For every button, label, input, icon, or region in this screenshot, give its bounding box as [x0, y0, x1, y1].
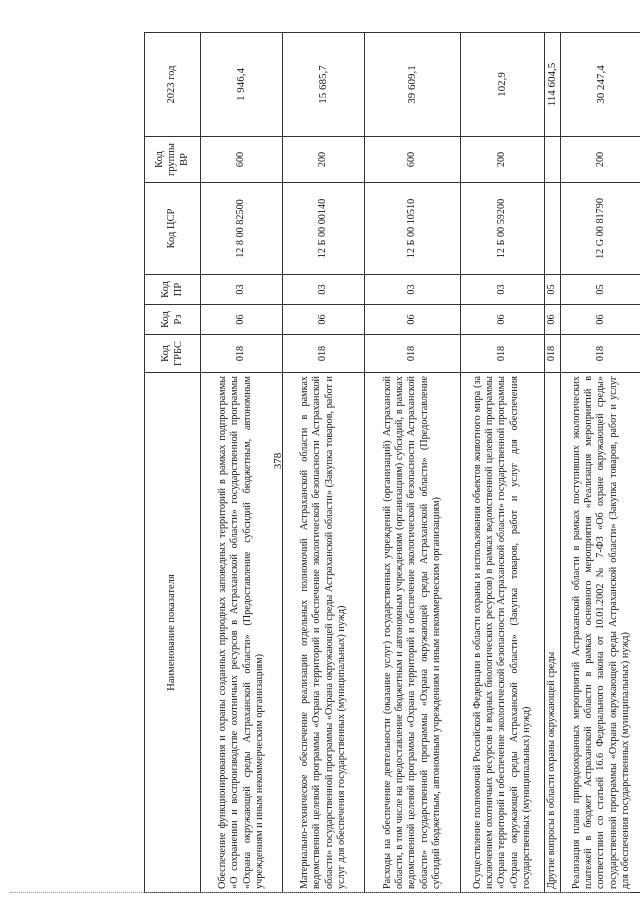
- row-pr: 05: [545, 275, 561, 305]
- row-csr: 12 Б 00 59200: [461, 183, 545, 275]
- header-rz: Код Рз: [145, 305, 201, 335]
- row-value: 15 685,7: [283, 33, 365, 137]
- row-vr: [545, 137, 561, 183]
- table-row: [545, 33, 561, 893]
- row-grbs: 018: [545, 335, 561, 373]
- row-vr: 200: [283, 137, 365, 183]
- header-pr: Код ПР: [145, 275, 201, 305]
- row-name: Материально-техническое обеспечение реализации отдельных полномочий Астраханской области в рамках ведомственной целевой программы «Охрана территорий и обеспечение экологической безопасности Астраханской области» государственной программы «Охрана окружающей среды Астраханской области» (Закупка товаров, работ и услуг для обеспечения государственных (муниципальных) нужд): [283, 373, 365, 893]
- scan-edge-line: [10, 892, 630, 893]
- table-row: [561, 33, 640, 893]
- row-value: 1 946,4: [201, 33, 283, 137]
- row-name: Реализация плана природоохранных мероприятий Астраханской области в рамках поступивших экологических платежей в бюджет Астраханской области в рамках основного мероприятия «Реализация мероприятий в соответствии со статьей 16.6 Федерального закона от 10.01.2002 № 7-ФЗ «Об охране окружающей среды» государственной программы «Охрана окружающей среды Астраханской области» (Закупка товаров, работ и услуг для обеспечения государственных (муниципальных) нужд): [561, 373, 640, 893]
- table-row: [201, 33, 283, 893]
- row-pr: 03: [461, 275, 545, 305]
- row-rz: 06: [545, 305, 561, 335]
- row-name: Расходы на обеспечение деятельности (оказание услуг) государственных учреждений (организаций) Астраханской области, в том числе на предоставление бюджетным и автономным учреждениям (организациям) субсидий, в рамках ведомственной целевой программы «Охрана территорий и обеспечение экологической безопасности Астраханской области» государственной программы «Охрана окружающей среды Астраханской области» (Предоставление субсидий бюджетным, автономным учреждениям и иным некоммерческим организациям): [365, 373, 461, 893]
- table-row: [283, 33, 365, 893]
- page-number: 378: [272, 452, 284, 470]
- row-grbs: 018: [561, 335, 640, 373]
- table-row: [365, 33, 461, 893]
- row-csr: 12 Б 00 00140: [283, 183, 365, 275]
- row-vr: 200: [461, 137, 545, 183]
- row-value: 39 609,1: [365, 33, 461, 137]
- row-rz: 06: [201, 305, 283, 335]
- header-vr: Код группы ВР: [145, 137, 201, 183]
- row-rz: 06: [365, 305, 461, 335]
- header-name: Наименование показателя: [145, 373, 201, 893]
- row-grbs: 018: [365, 335, 461, 373]
- header-grbs: Код ГРБС: [145, 335, 201, 373]
- row-csr: [545, 183, 561, 275]
- row-value: 102,9: [461, 33, 545, 137]
- row-rz: 06: [283, 305, 365, 335]
- header-row: [145, 33, 201, 893]
- header-csr: Код ЦСР: [145, 183, 201, 275]
- row-value: 114 604,5: [545, 33, 561, 137]
- row-grbs: 018: [283, 335, 365, 373]
- row-vr: 200: [561, 137, 640, 183]
- row-csr: 12 8 00 82500: [201, 183, 283, 275]
- row-grbs: 018: [201, 335, 283, 373]
- row-csr: 12 G 00 81790: [561, 183, 640, 275]
- row-vr: 600: [201, 137, 283, 183]
- row-pr: 03: [201, 275, 283, 305]
- row-rz: 06: [561, 305, 640, 335]
- row-pr: 03: [365, 275, 461, 305]
- row-value: 30 247,4: [561, 33, 640, 137]
- row-name: Другие вопросы в области охраны окружающей среды: [545, 373, 561, 893]
- row-grbs: 018: [461, 335, 545, 373]
- row-csr: 12 Б 00 10510: [365, 183, 461, 275]
- header-year: 2023 год: [145, 33, 201, 137]
- row-vr: 600: [365, 137, 461, 183]
- row-name: Осуществление полномочий Российской Федерации в области охраны и использования объектов животного мира (за исключением охотничьих ресурсов и водных биологических ресурсов) в рамках ведомственной целевой программы «Охрана территорий и обеспечение экологической безопасности Астраханской области» государственной программы «Охрана окружающей среды Астраханской области» (Закупка товаров, работ и услуг для обеспечения государственных (муниципальных) нужд): [461, 373, 545, 893]
- row-pr: 03: [283, 275, 365, 305]
- row-rz: 06: [461, 305, 545, 335]
- table-row: [461, 33, 545, 893]
- row-name: Обеспечение функционирования и охраны созданных природных заповедных территорий в рамках подпрограммы «О сохранении и воспроизводстве охотничьих ресурсов в Астраханской области» государственной программы «Охрана окружающей среды Астраханской области» (Предоставление субсидий бюджетным, автономным учреждениям и иным некоммерческим организациям): [201, 373, 283, 893]
- row-pr: 05: [561, 275, 640, 305]
- budget-table: [144, 32, 640, 893]
- rotated-page: [144, 33, 631, 893]
